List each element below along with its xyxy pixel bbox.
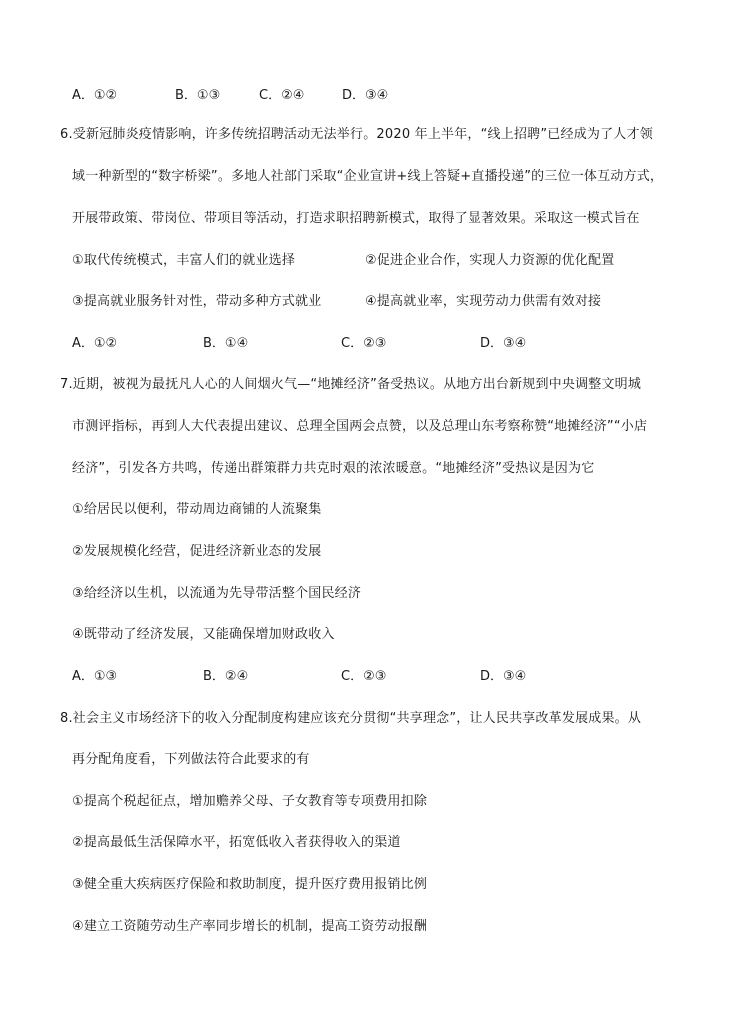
- q8-item-2: ②提高最低生活保障水平，拓宽低收入者获得收入的渠道: [72, 835, 401, 850]
- q5-option-d: D．③④: [342, 88, 389, 103]
- q6-stem-line-3: 开展带政策、带岗位、带项目等活动，打造求职招聘新模式，取得了显著效果。采取这一模式旨在: [72, 211, 640, 226]
- q7-option-a: A．①③: [72, 669, 118, 684]
- q7-stem-line-2: 市测评指标，再到人大代表提出建议、总理全国两会点赞，以及总理山东考察称赞“地摊经济”“小店: [72, 419, 648, 434]
- q6-item-1: ①取代传统模式，丰富人们的就业选择: [72, 253, 296, 268]
- q5-option-a: A．①②: [72, 88, 118, 103]
- q8-item-3: ③健全重大疾病医疗保险和救助制度，提升医疗费用报销比例: [72, 877, 428, 892]
- q6-item-3: ③提高就业服务针对性，带动多种方式就业: [72, 294, 322, 309]
- q8-stem-line-2: 再分配角度看，下列做法符合此要求的有: [72, 752, 310, 767]
- q7-stem-line-3: 经济”，引发各方共鸣，传递出群策群力共克时艰的浓浓暖意。“地摊经济”受热议是因为它: [72, 461, 595, 476]
- q7-item-2: ②发展规模化经营，促进经济新业态的发展: [72, 544, 322, 559]
- q7-option-c: C．②③: [341, 669, 387, 684]
- q8-item-4: ④建立工资随劳动生产率同步增长的机制，提高工资劳动报酬: [72, 919, 428, 934]
- q5-option-b: B．①③: [175, 88, 221, 103]
- q7-option-d: D．③④: [480, 669, 527, 684]
- q8-stem-line-1: 8.社会主义市场经济下的收入分配制度构建应该充分贯彻“共享理念”，让人民共享改革发展成果。从: [60, 711, 642, 726]
- q6-item-2: ②促进企业合作，实现人力资源的优化配置: [365, 253, 615, 268]
- q8-item-1: ①提高个税起征点，增加赡养父母、子女教育等专项费用扣除: [72, 794, 428, 809]
- q6-item-4: ④提高就业率，实现劳动力供需有效对接: [365, 294, 602, 309]
- q6-option-a: A．①②: [72, 336, 118, 351]
- q7-item-1: ①给居民以便利，带动周边商铺的人流聚集: [72, 502, 322, 517]
- q6-option-b: B．①④: [203, 336, 249, 351]
- q5-option-c: C．②④: [259, 88, 305, 103]
- q6-option-d: D．③④: [480, 336, 527, 351]
- q6-option-c: C．②③: [341, 336, 387, 351]
- q7-item-4: ④既带动了经济发展，又能确保增加财政收入: [72, 627, 335, 642]
- q6-stem-line-2: 域一种新型的“数字桥梁”。多地人社部门采取“企业宣讲+线上答疑+直播投递”的三位一体互动方式，: [72, 169, 664, 184]
- q7-item-3: ③给经济以生机，以流通为先导带活整个国民经济: [72, 586, 362, 601]
- q7-stem-line-1: 7.近期，被视为最抚凡人心的人间烟火气—“地摊经济”备受热议。从地方出台新规到中央调整文明城: [60, 377, 642, 392]
- q7-option-b: B．②④: [203, 669, 249, 684]
- q6-stem-line-1: 6.受新冠肺炎疫情影响，许多传统招聘活动无法举行。2020 年上半年，“线上招聘”已经成为了人才领: [60, 127, 653, 142]
